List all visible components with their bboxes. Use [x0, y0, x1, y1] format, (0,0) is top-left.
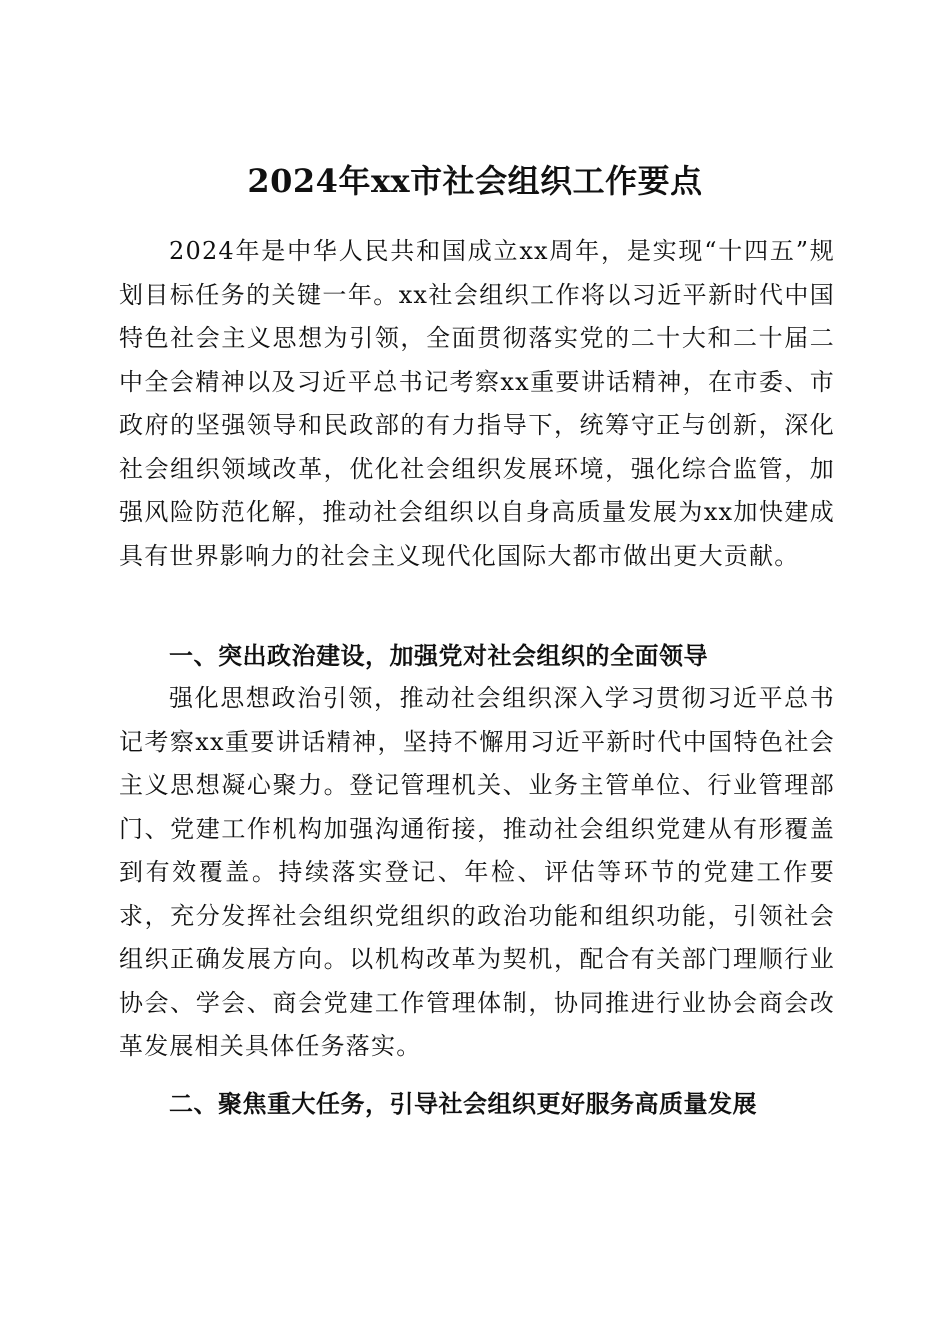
section-heading-2: 二、聚焦重大任务，引导社会组织更好服务高质量发展 — [169, 1090, 757, 1118]
intro-paragraph: 2024年是中华人民共和国成立xx周年，是实现“十四五”规划目标任务的关键一年。xx社会组织工作将以习近平新时代中国特色社会主义思想为引领，全面贯彻落实党的二十大和二十届二中全会精神以及习近平总书记考察xx重要讲话精神，在市委、市政府的坚强领导和民政部的有力指导下，统筹守正与创新，深化社会组织领域改革，优化社会组织发展环境，强化综合监管，加强风险防范化解，推动社会组织以自身高质量发展为xx加快建成具有世界影响力的社会主义现代化国际大都市做出更大贡献。 — [119, 237, 835, 570]
document-title: 2024年xx市社会组织工作要点 — [247, 162, 703, 201]
section-heading-1: 一、突出政治建设，加强党对社会组织的全面领导 — [169, 642, 708, 670]
section-paragraph-1: 强化思想政治引领，推动社会组织深入学习贯彻习近平总书记考察xx重要讲话精神，坚持不懈用习近平新时代中国特色社会主义思想凝心聚力。登记管理机关、业务主管单位、行业管理部门、党建工作机构加强沟通衔接，推动社会组织党建从有形覆盖到有效覆盖。持续落实登记、年检、评估等环节的党建工作要求，充分发挥社会组织党组织的政治功能和组织功能，引领社会组织正确发展方向。以机构改革为契机，配合有关部门理顺行业协会、学会、商会党建工作管理体制，协同推进行业协会商会改革发展相关具体任务落实。 — [119, 684, 835, 1060]
